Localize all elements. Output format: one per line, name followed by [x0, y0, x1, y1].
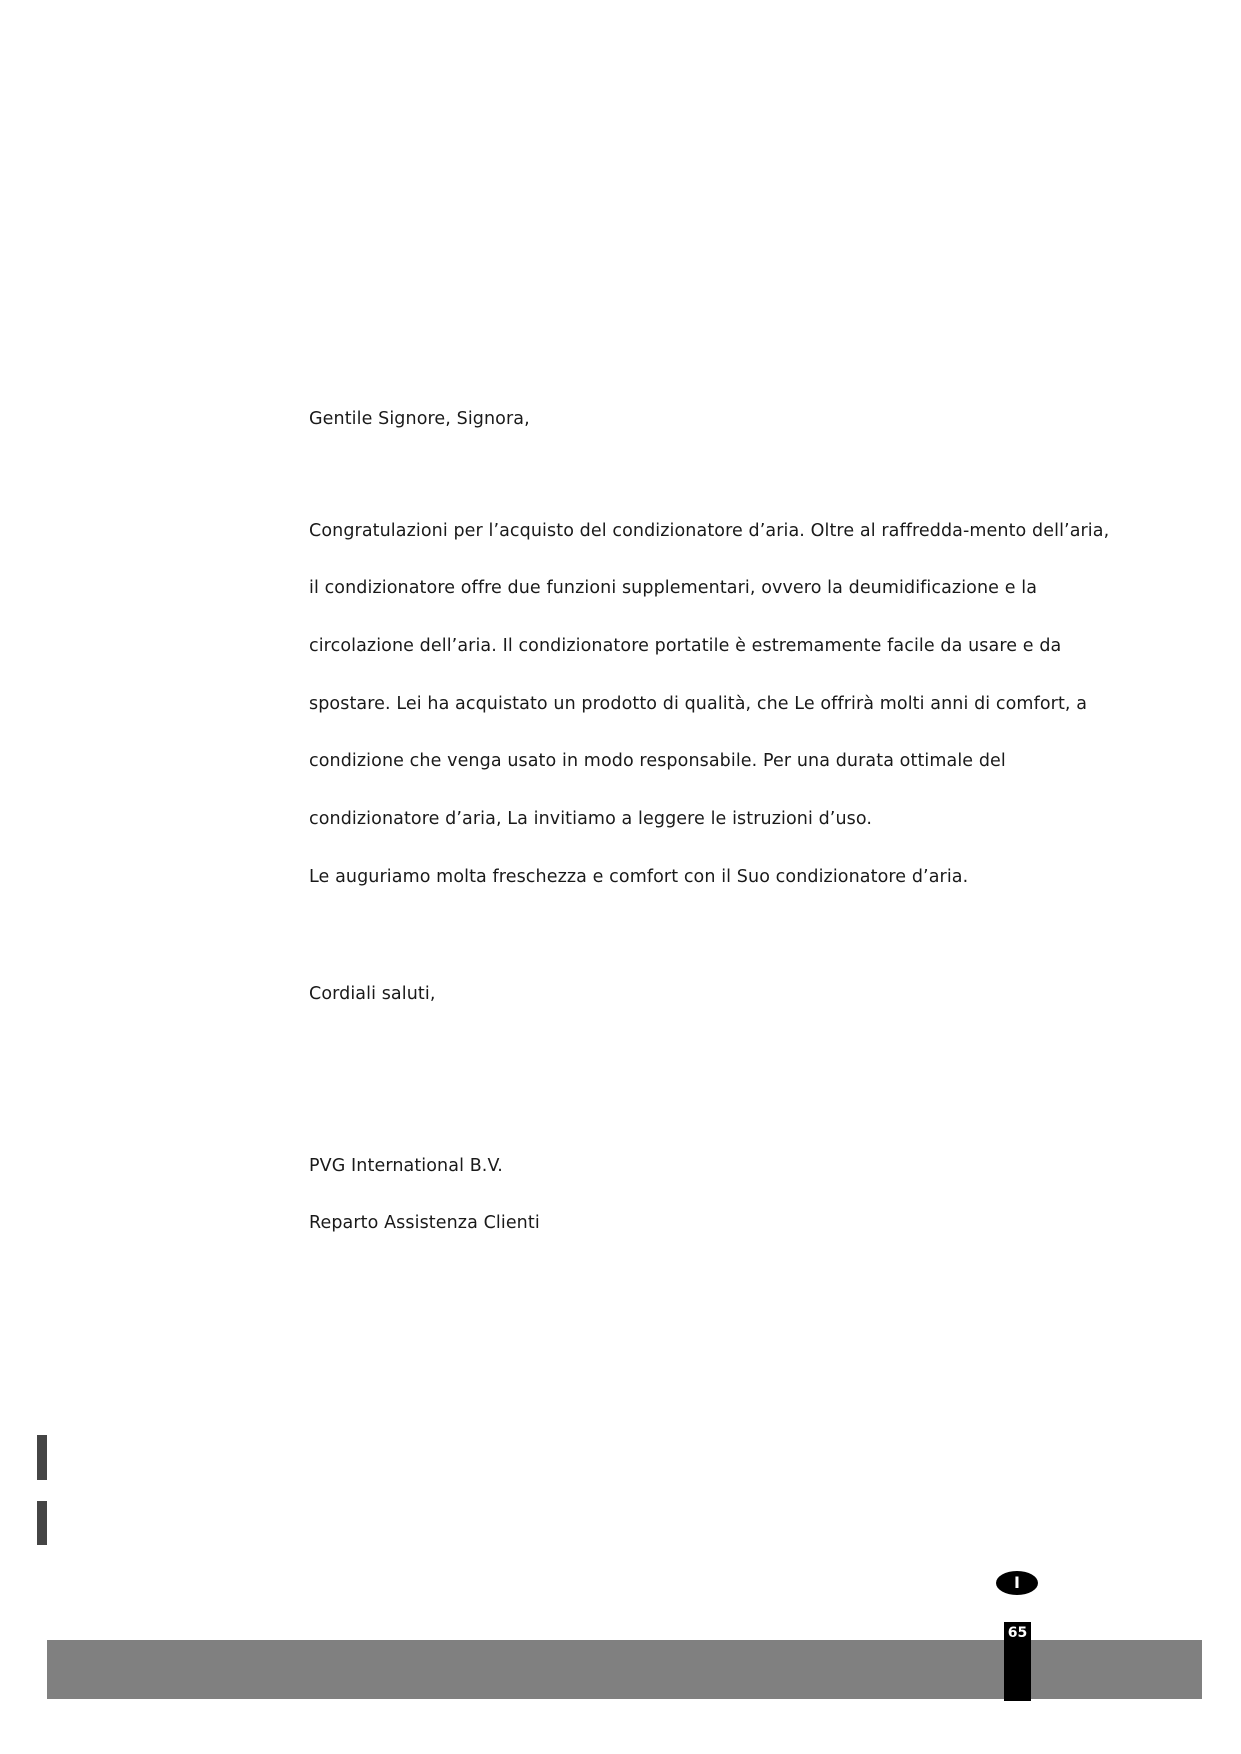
side-marker-bottom [37, 1501, 47, 1545]
body-line: condizione che venga usato in modo responsabile. Per una durata ottimale del [309, 751, 1006, 771]
side-marker-top [37, 1435, 47, 1480]
language-badge: I [996, 1571, 1038, 1595]
department-name: Reparto Assistenza Clienti [309, 1213, 540, 1233]
company-name: PVG International B.V. [309, 1156, 503, 1176]
body-line: spostare. Lei ha acquistato un prodotto di qualità, che Le offrirà molti anni di comfort, a [309, 694, 1088, 714]
closing: Cordiali saluti, [309, 984, 436, 1004]
page-number: 65 [1004, 1622, 1031, 1701]
body-line: Congratulazioni per l’acquisto del condizionatore d’aria. Oltre al raffredda-mento dell’aria, [309, 521, 1110, 541]
salutation: Gentile Signore, Signora, [309, 409, 530, 429]
body-line: circolazione dell’aria. Il condizionatore portatile è estremamente facile da usare e da [309, 636, 1062, 656]
body-line: Le auguriamo molta freschezza e comfort con il Suo condizionatore d’aria. [309, 867, 969, 887]
body-line: condizionatore d’aria, La invitiamo a leggere le istruzioni d’uso. [309, 809, 873, 829]
body-line: il condizionatore offre due funzioni supplementari, ovvero la deumidificazione e la [309, 578, 1038, 598]
